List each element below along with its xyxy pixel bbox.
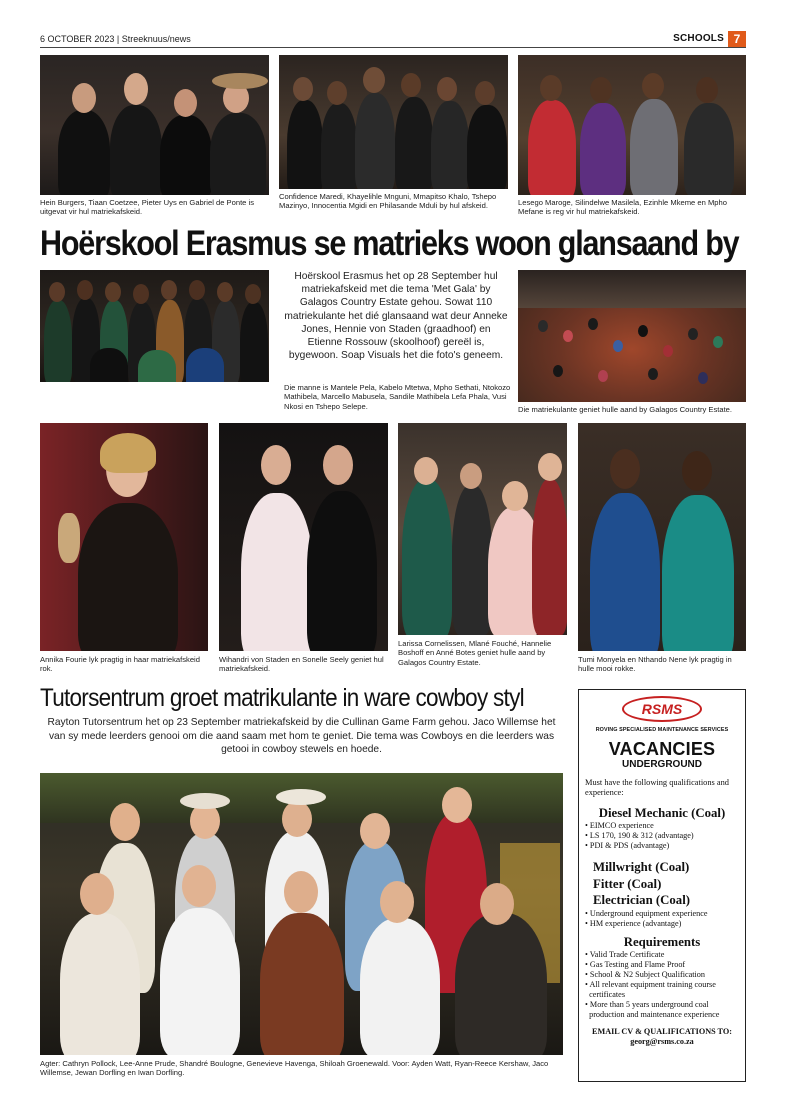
caption-larissa-group: Larissa Cornelissen, Mlané Fouché, Hannelie Boshoff en Anné Botes geniet hulle aand by Galagos Country Estate.	[398, 639, 552, 667]
caption-boys-group: Die manne is Mantele Pela, Kabelo Mtetwa, Mpho Sethati, Ntokozo Mathibela, Marcello Mabusela, Sandile Mathibela Lefa Phala, Vusi Nkosi en Tshepo Selepe.	[284, 383, 511, 411]
photo-cowboy-group	[40, 773, 563, 1055]
list-item: • Gas Testing and Flame Proof	[585, 960, 739, 970]
ad-role-electrician: Electrician (Coal)	[593, 893, 691, 907]
caption-cowboy-group: Agter: Cathryn Pollock, Lee-Anne Prude, Shandré Boulogne, Genevieve Havenga, Shiloah Groenewald. Voor: Ayden Watt, Ryan-Reece Kershaw, Jaco Willemse, Jewan Dorfling en Iwan Dorfling.	[40, 1059, 549, 1078]
photo-boys-group	[40, 270, 269, 382]
ad-requirements-list	[585, 950, 739, 1020]
list-item: production and maintenance experience	[589, 1009, 720, 1019]
ad-email-label: EMAIL CV & QUALIFICATIONS TO:	[592, 1026, 732, 1036]
ad-role-list	[585, 909, 739, 929]
ad-tagline: ROVING SPECIALISED MAINTENANCE SERVICES	[595, 727, 729, 733]
ad-vacancies-title: VACANCIES	[608, 739, 716, 759]
list-item: certificates	[589, 989, 626, 999]
ad-requirements-title: Requirements	[623, 934, 701, 949]
list-item: • Valid Trade Certificate	[585, 950, 739, 960]
caption-four-boys: Hein Burgers, Tiaan Coetzee, Pieter Uys en Gabriel de Ponte is uitgevat vir hul matriekafskeid.	[40, 198, 255, 217]
issue-date: 6 OCTOBER 2023 | Streeknuus/news	[40, 34, 191, 44]
ad-role-millwright: Millwright (Coal)	[593, 860, 690, 874]
ad-diesel-title: Diesel Mechanic (Coal)	[598, 806, 726, 820]
ad-email-address[interactable]: georg@rsms.co.za	[630, 1037, 694, 1046]
list-item: • All relevant equipment training course	[585, 980, 739, 990]
photo-tumi-nthando	[578, 423, 746, 651]
caption-crowd: Die matriekulante geniet hulle aand by Galagos Country Estate.	[518, 405, 733, 414]
article-headline-erasmus: Hoërskool Erasmus se matrieks woon glansaand by	[40, 223, 739, 263]
caption-wihandri-sonelle: Wihandri von Staden en Sonelle Seely geniet hul matriekafskeid.	[219, 655, 384, 674]
list-item: • PDI & PDS (advantage)	[585, 841, 739, 851]
list-item: • More than 5 years underground coal	[585, 1000, 739, 1010]
ad-intro-text: Must have the following qualifications and experience:	[585, 778, 729, 797]
header-rule	[40, 47, 746, 48]
list-item: • LS 170, 190 & 312 (advantage)	[585, 831, 739, 841]
article-headline-tutorsentrum: Tutorsentrum groet matrikulante in ware cowboy styl	[40, 684, 524, 712]
page-number: 7	[728, 31, 746, 47]
ad-diesel-list	[585, 821, 739, 851]
photo-annika	[40, 423, 208, 651]
photo-larissa-group	[398, 423, 567, 635]
article-intro-erasmus: Hoërskool Erasmus het op 28 September hul matriekafskeid met die tema 'Met Gala' by Galagos Country Estate gehou. Sowat 110 matriekulante het dié glansaand wat deur Anneke Jones, Hennie von Staden (graadhoof) en Etienne Rossouw (skoolhoof) gereël is, bygewoon. Soap Visuals het die foto's geneem.	[284, 271, 508, 362]
list-item: • School & N2 Subject Qualification	[585, 970, 739, 980]
photo-crowd	[518, 270, 746, 402]
ad-role-fitter: Fitter (Coal)	[593, 876, 662, 891]
list-item: • HM experience (advantage)	[585, 919, 739, 929]
photo-four-boys	[40, 55, 269, 195]
rsms-logo: RSMS	[622, 696, 702, 722]
caption-four-girls: Lesego Maroge, Silindelwe Masilela, Ezinhle Mkeme en Mpho Mefane is reg vir hul matriekafskeid.	[518, 198, 727, 217]
caption-group-six: Confidence Maredi, Khayelihle Mnguni, Mmapitso Khalo, Tshepo Mazinyo, Innocentia Mgidi en Philasande Mduli by hul afskeid.	[279, 192, 497, 211]
list-item: • EIMCO experience	[585, 821, 739, 831]
caption-annika: Annika Fourie lyk pragtig in haar matriekafskeid rok.	[40, 655, 200, 674]
list-item: • Underground equipment experience	[585, 909, 739, 919]
ad-underground-label: UNDERGROUND	[622, 759, 702, 770]
caption-tumi-nthando: Tumi Monyela en Nthando Nene lyk pragtig in hulle mooi rokke.	[578, 655, 732, 674]
article-body-tutorsentrum: Rayton Tutorsentrum het op 23 September matriekafskeid by die Cullinan Game Farm gehou. Jaco Willemse het van sy mede leerders genooi om die aand saam met hom te geniet. Die tema was Cowboys en die leerders was getooi in cowboy stewels en hoede.	[47, 717, 556, 756]
photo-four-girls	[518, 55, 746, 195]
ad-email-block	[585, 1027, 739, 1048]
photo-group-six	[279, 55, 508, 189]
section-label: SCHOOLS	[673, 33, 724, 44]
rsms-vacancies-ad	[578, 689, 746, 1082]
photo-wihandri-sonelle	[219, 423, 388, 651]
